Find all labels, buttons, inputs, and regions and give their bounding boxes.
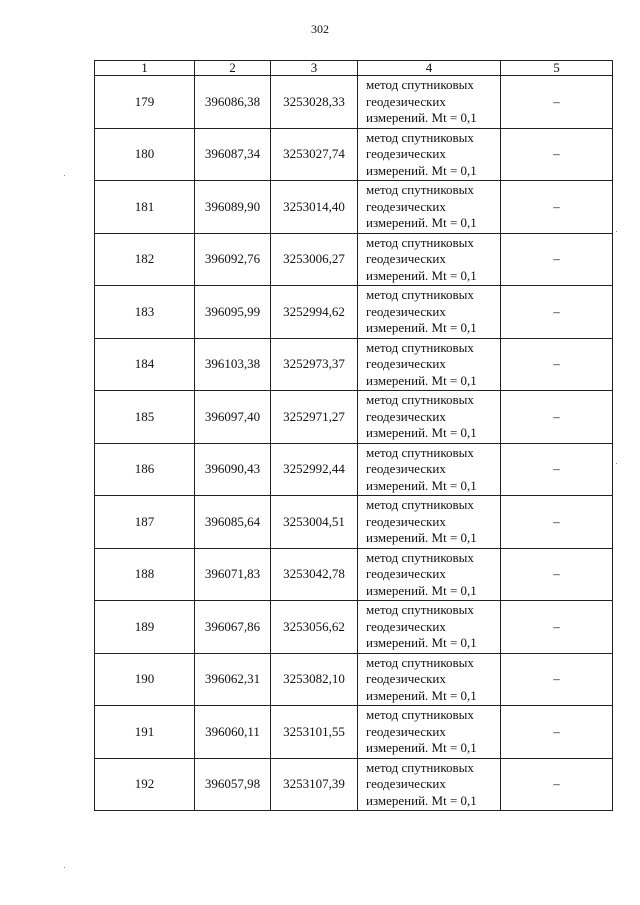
y-coordinate-cell: 3253101,55 (271, 706, 358, 759)
method-line: геодезических (366, 461, 446, 476)
y-coordinate-cell: 3252971,27 (271, 391, 358, 444)
table-row (95, 338, 613, 391)
method-line: геодезических (366, 776, 446, 791)
point-number-cell: 186 (95, 443, 195, 496)
method-line: геодезических (366, 356, 446, 371)
point-number-cell: 182 (95, 233, 195, 286)
note-cell: – (501, 76, 613, 129)
table-row (95, 76, 613, 129)
point-number-cell: 187 (95, 496, 195, 549)
method-line: метод спутниковых (366, 339, 474, 355)
scan-speck (64, 867, 65, 868)
x-coordinate-cell: 396067,86 (195, 601, 271, 654)
method-line: измерений. Mt = 0,1 (366, 530, 477, 545)
note-cell: – (501, 548, 613, 601)
x-coordinate-cell: 396086,38 (195, 76, 271, 129)
method-cell (358, 548, 501, 601)
method-line: метод спутниковых (366, 759, 474, 775)
x-coordinate-cell: 396097,40 (195, 391, 271, 444)
method-line: геодезических (366, 146, 446, 161)
table-row (95, 391, 613, 444)
method-cell (358, 496, 501, 549)
point-number-cell: 188 (95, 548, 195, 601)
method-line: метод спутниковых (366, 444, 474, 460)
header-col-3: 3 (271, 61, 358, 76)
y-coordinate-cell: 3253027,74 (271, 128, 358, 181)
table-row (95, 128, 613, 181)
table-row (95, 181, 613, 234)
x-coordinate-cell: 396089,90 (195, 181, 271, 234)
method-line: геодезических (366, 513, 446, 529)
point-number-cell: 179 (95, 76, 195, 129)
method-line: измерений. Mt = 0,1 (366, 740, 477, 755)
table-row (95, 548, 613, 601)
method-line: измерений. Mt = 0,1 (366, 687, 477, 703)
method-line: геодезических (366, 251, 446, 266)
method-line: измерений. Mt = 0,1 (366, 792, 477, 808)
point-number-cell: 180 (95, 128, 195, 181)
y-coordinate-cell: 3253056,62 (271, 601, 358, 654)
table-body (95, 76, 613, 811)
x-coordinate-cell: 396062,31 (195, 653, 271, 706)
method-cell (358, 391, 501, 444)
coordinates-table (94, 60, 613, 811)
header-row (95, 61, 613, 76)
method-line: метод спутниковых (366, 707, 474, 722)
method-line: метод спутниковых (366, 182, 474, 197)
point-number-cell: 183 (95, 286, 195, 339)
point-number-cell: 190 (95, 653, 195, 706)
method-cell (358, 181, 501, 234)
method-line: геодезических (366, 671, 446, 686)
x-coordinate-cell: 396087,34 (195, 128, 271, 181)
method-line: метод спутниковых (366, 392, 474, 407)
x-coordinate-cell: 396057,98 (195, 758, 271, 811)
scan-speck (616, 231, 617, 232)
method-line: метод спутниковых (366, 77, 474, 92)
note-cell: – (501, 338, 613, 391)
method-line: измерений. Mt = 0,1 (366, 477, 477, 493)
method-line: измерений. Mt = 0,1 (366, 582, 477, 598)
method-line: измерений. Mt = 0,1 (366, 267, 477, 283)
table-header (95, 61, 613, 76)
table-row (95, 286, 613, 339)
point-number-cell: 184 (95, 338, 195, 391)
point-number-cell: 181 (95, 181, 195, 234)
note-cell: – (501, 181, 613, 234)
x-coordinate-cell: 396085,64 (195, 496, 271, 549)
method-line: метод спутниковых (366, 287, 474, 302)
note-cell: – (501, 233, 613, 286)
header-col-2: 2 (195, 61, 271, 76)
y-coordinate-cell: 3253006,27 (271, 233, 358, 286)
method-cell (358, 338, 501, 391)
table-row (95, 233, 613, 286)
method-line: геодезических (366, 93, 446, 109)
note-cell: – (501, 706, 613, 759)
method-line: метод спутниковых (366, 129, 474, 145)
page-number: 302 (311, 22, 329, 36)
note-cell: – (501, 653, 613, 706)
method-cell (358, 128, 501, 181)
method-line: геодезических (366, 566, 446, 581)
method-cell (358, 706, 501, 759)
method-line: метод спутниковых (366, 497, 474, 512)
note-cell: – (501, 443, 613, 496)
x-coordinate-cell: 396071,83 (195, 548, 271, 601)
table-row (95, 601, 613, 654)
method-line: измерений. Mt = 0,1 (366, 215, 477, 230)
method-line: метод спутниковых (366, 549, 474, 565)
note-cell: – (501, 391, 613, 444)
method-cell (358, 443, 501, 496)
table-row (95, 706, 613, 759)
header-col-1: 1 (95, 61, 195, 76)
point-number-cell: 189 (95, 601, 195, 654)
method-line: метод спутниковых (366, 234, 474, 250)
scan-speck (64, 175, 65, 176)
note-cell: – (501, 758, 613, 811)
table-row (95, 653, 613, 706)
method-cell (358, 233, 501, 286)
method-line: геодезических (366, 408, 446, 424)
table-row (95, 496, 613, 549)
method-line: измерений. Mt = 0,1 (366, 372, 477, 388)
method-line: метод спутниковых (366, 654, 474, 670)
point-number-cell: 185 (95, 391, 195, 444)
x-coordinate-cell: 396103,38 (195, 338, 271, 391)
table-row (95, 758, 613, 811)
method-line: геодезических (366, 618, 446, 634)
y-coordinate-cell: 3252994,62 (271, 286, 358, 339)
x-coordinate-cell: 396060,11 (195, 706, 271, 759)
method-cell (358, 758, 501, 811)
y-coordinate-cell: 3252973,37 (271, 338, 358, 391)
method-line: геодезических (366, 303, 446, 319)
note-cell: – (501, 128, 613, 181)
method-cell (358, 601, 501, 654)
method-cell (358, 286, 501, 339)
y-coordinate-cell: 3252992,44 (271, 443, 358, 496)
point-number-cell: 191 (95, 706, 195, 759)
note-cell: – (501, 286, 613, 339)
header-col-4: 4 (358, 61, 501, 76)
y-coordinate-cell: 3253028,33 (271, 76, 358, 129)
method-line: метод спутниковых (366, 602, 474, 617)
point-number-cell: 192 (95, 758, 195, 811)
method-line: измерений. Mt = 0,1 (366, 425, 477, 440)
method-cell (358, 653, 501, 706)
note-cell: – (501, 601, 613, 654)
note-cell: – (501, 496, 613, 549)
y-coordinate-cell: 3253004,51 (271, 496, 358, 549)
scan-speck (616, 463, 617, 464)
method-line: измерений. Mt = 0,1 (366, 635, 477, 650)
x-coordinate-cell: 396092,76 (195, 233, 271, 286)
x-coordinate-cell: 396090,43 (195, 443, 271, 496)
table-row (95, 443, 613, 496)
y-coordinate-cell: 3253042,78 (271, 548, 358, 601)
y-coordinate-cell: 3253107,39 (271, 758, 358, 811)
y-coordinate-cell: 3253014,40 (271, 181, 358, 234)
header-col-5: 5 (501, 61, 613, 76)
method-line: геодезических (366, 198, 446, 214)
method-line: геодезических (366, 723, 446, 739)
method-line: измерений. Mt = 0,1 (366, 320, 477, 335)
method-line: измерений. Mt = 0,1 (366, 162, 477, 178)
y-coordinate-cell: 3253082,10 (271, 653, 358, 706)
x-coordinate-cell: 396095,99 (195, 286, 271, 339)
method-cell (358, 76, 501, 129)
method-line: измерений. Mt = 0,1 (366, 110, 477, 125)
